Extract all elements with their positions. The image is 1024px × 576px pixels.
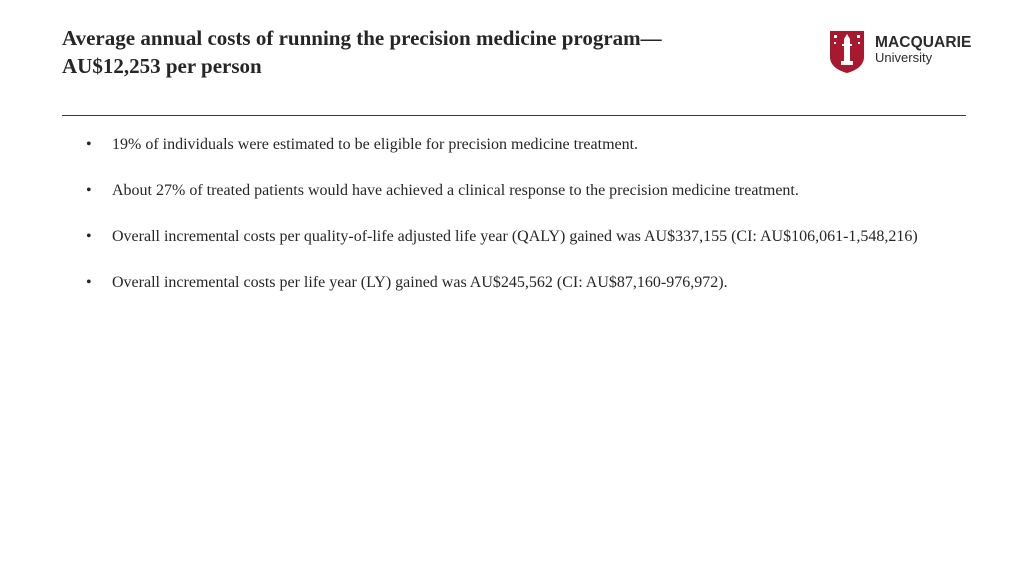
- university-crest-icon: [829, 30, 865, 74]
- macquarie-university-logo: [829, 30, 971, 76]
- bullet-marker: •: [86, 274, 92, 291]
- logo-name: MACQUARIE: [875, 34, 972, 51]
- bullet-list: [86, 133, 926, 294]
- bullet-text: Overall incremental costs per quality-of-life adjusted life year (QALY) gained was AU$337,155 (CI: AU$106,061-1,548,216): [112, 228, 918, 245]
- slide-title: [62, 24, 782, 80]
- bullet-marker: •: [86, 228, 92, 245]
- slide-title-line-2: AU$12,253 per person: [62, 54, 262, 78]
- bullet-marker: •: [86, 182, 92, 199]
- bullet-marker: •: [86, 136, 92, 153]
- bullet-text: About 27% of treated patients would have achieved a clinical response to the precision medicine treatment.: [112, 182, 799, 199]
- bullet-item: [86, 179, 926, 202]
- slide-title-line-1: Average annual costs of running the precision medicine program—: [62, 26, 662, 50]
- title-divider: [62, 115, 966, 116]
- bullet-item: [86, 133, 926, 156]
- logo-subtitle: University: [875, 50, 933, 65]
- logo-wordmark: [875, 35, 971, 65]
- bullet-item: [86, 225, 926, 248]
- bullet-text: 19% of individuals were estimated to be eligible for precision medicine treatment.: [112, 136, 639, 153]
- bullet-item: [86, 271, 926, 294]
- bullet-text: Overall incremental costs per life year (LY) gained was AU$245,562 (CI: AU$87,160-976,972).: [112, 274, 728, 291]
